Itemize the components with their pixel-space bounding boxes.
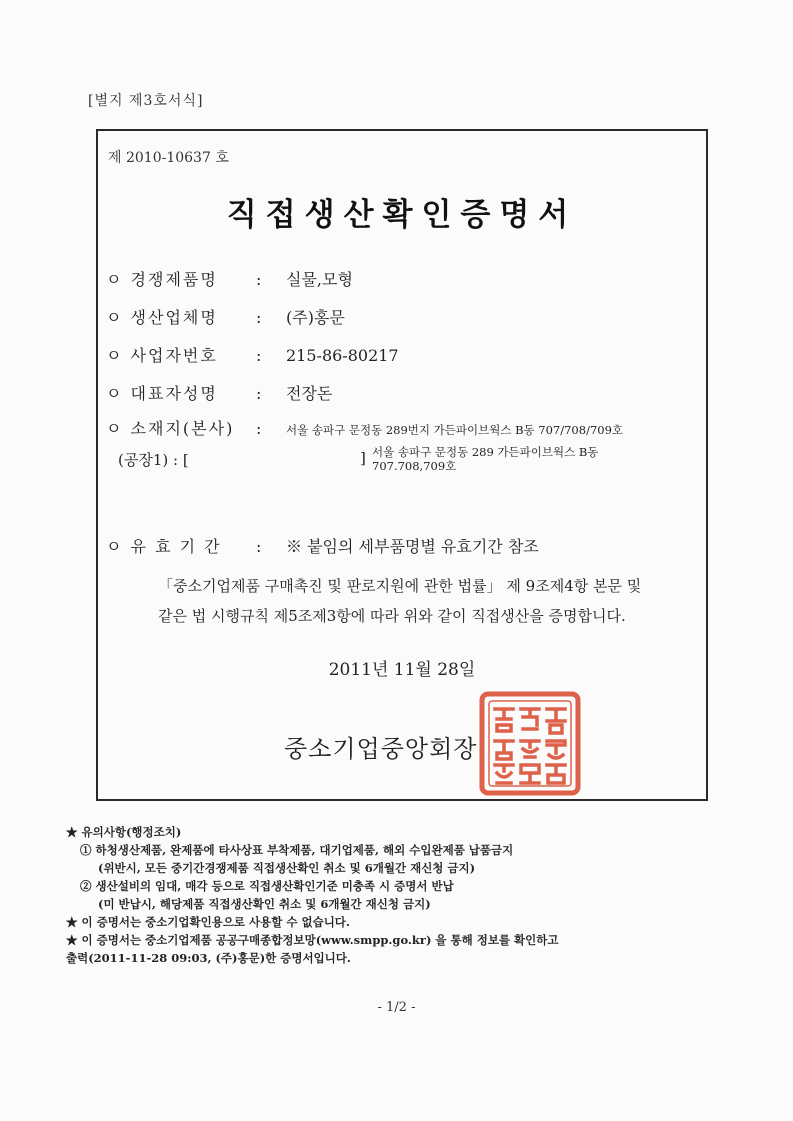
certificate-number: 제 2010-10637 호 [108,150,229,166]
factory-bracket: ] [360,449,366,467]
note-subitem: (위반시, 모든 중기간경쟁제품 직접생산확인 취소 및 6개월간 재신청 금지) [98,861,476,875]
issuer-name: 중소기업중앙회장 [284,735,478,763]
field-company-name [106,305,345,328]
factory-address: 서울 송파구 문정동 289 가든파이브웍스 B동 707.708,709호 [372,445,599,473]
field-colon: : [256,308,262,327]
field-product-name [106,267,353,290]
note-line: 출력(2011-11-28 09:03, (주)홍문)한 증명서입니다. [66,951,351,965]
factory-label: (공장1) : [ [118,451,189,469]
field-representative [106,381,332,404]
field-colon: : [256,419,262,438]
field-label: ㅇ 소재지(본사) [106,419,235,438]
field-label: ㅇ 경쟁제품명 [106,270,218,289]
note-item: ① 하청생산제품, 완제품에 타사상표 부착제품, 대기업제품, 해외 수입완제품 납품금지 [80,843,514,857]
field-value: ※ 붙임의 세부품명별 유효기간 참조 [286,537,539,556]
issue-date: 2011년 11월 28일 [328,660,476,680]
field-colon: : [256,537,262,556]
form-reference: [별지 제3호서식] [88,93,204,109]
note-line: ★ 이 증명서는 중소기업확인용으로 사용할 수 없습니다. [66,915,350,929]
note-line: ★ 이 증명서는 중소기업제품 공공구매종합정보망(www.smpp.go.kr) 을 통해 정보를 확인하고 [66,933,559,947]
field-value: 전장돈 [286,384,333,403]
page-number: - 1/2 - [377,1000,416,1015]
field-colon: : [256,346,262,365]
field-colon: : [256,270,262,289]
field-validity [106,534,539,557]
field-business-number [106,343,399,366]
field-label: ㅇ 유 효 기 간 [106,537,222,556]
note-subitem: (미 반납시, 해당제품 직접생산확인 취소 및 6개월간 재신청 금지) [98,897,431,911]
certificate-frame [96,129,708,801]
field-colon: : [256,384,262,403]
field-label: ㅇ 대표자성명 [106,384,218,403]
note-heading: ★ 유의사항(행정조치) [66,825,182,839]
field-head-office [106,416,623,439]
official-seal-icon [479,691,581,796]
field-value: 서울 송파구 문정동 289번지 가든파이브웍스 B동 707/708/709호 [286,423,624,437]
note-item: ② 생산설비의 임대, 매각 등으로 직접생산확인기준 미충족 시 증명서 반납 [80,879,454,893]
field-label: ㅇ 사업자번호 [106,346,218,365]
statement-line: 「중소기업제품 구매촉진 및 판로지원에 관한 법률」 제 9조제4항 본문 및 [158,577,642,595]
statement-paragraph [158,571,698,631]
field-value: 실물,모형 [286,270,353,289]
field-value: (주)홍문 [286,308,345,327]
statement-line: 같은 법 시행규칙 제5조제3항에 따라 위와 같이 직접생산을 증명합니다. [158,607,626,625]
field-value: 215-86-80217 [286,346,399,365]
document-title: 직접생산확인증명서 [226,197,578,233]
notes-section [66,823,756,967]
field-label: ㅇ 생산업체명 [106,308,218,327]
